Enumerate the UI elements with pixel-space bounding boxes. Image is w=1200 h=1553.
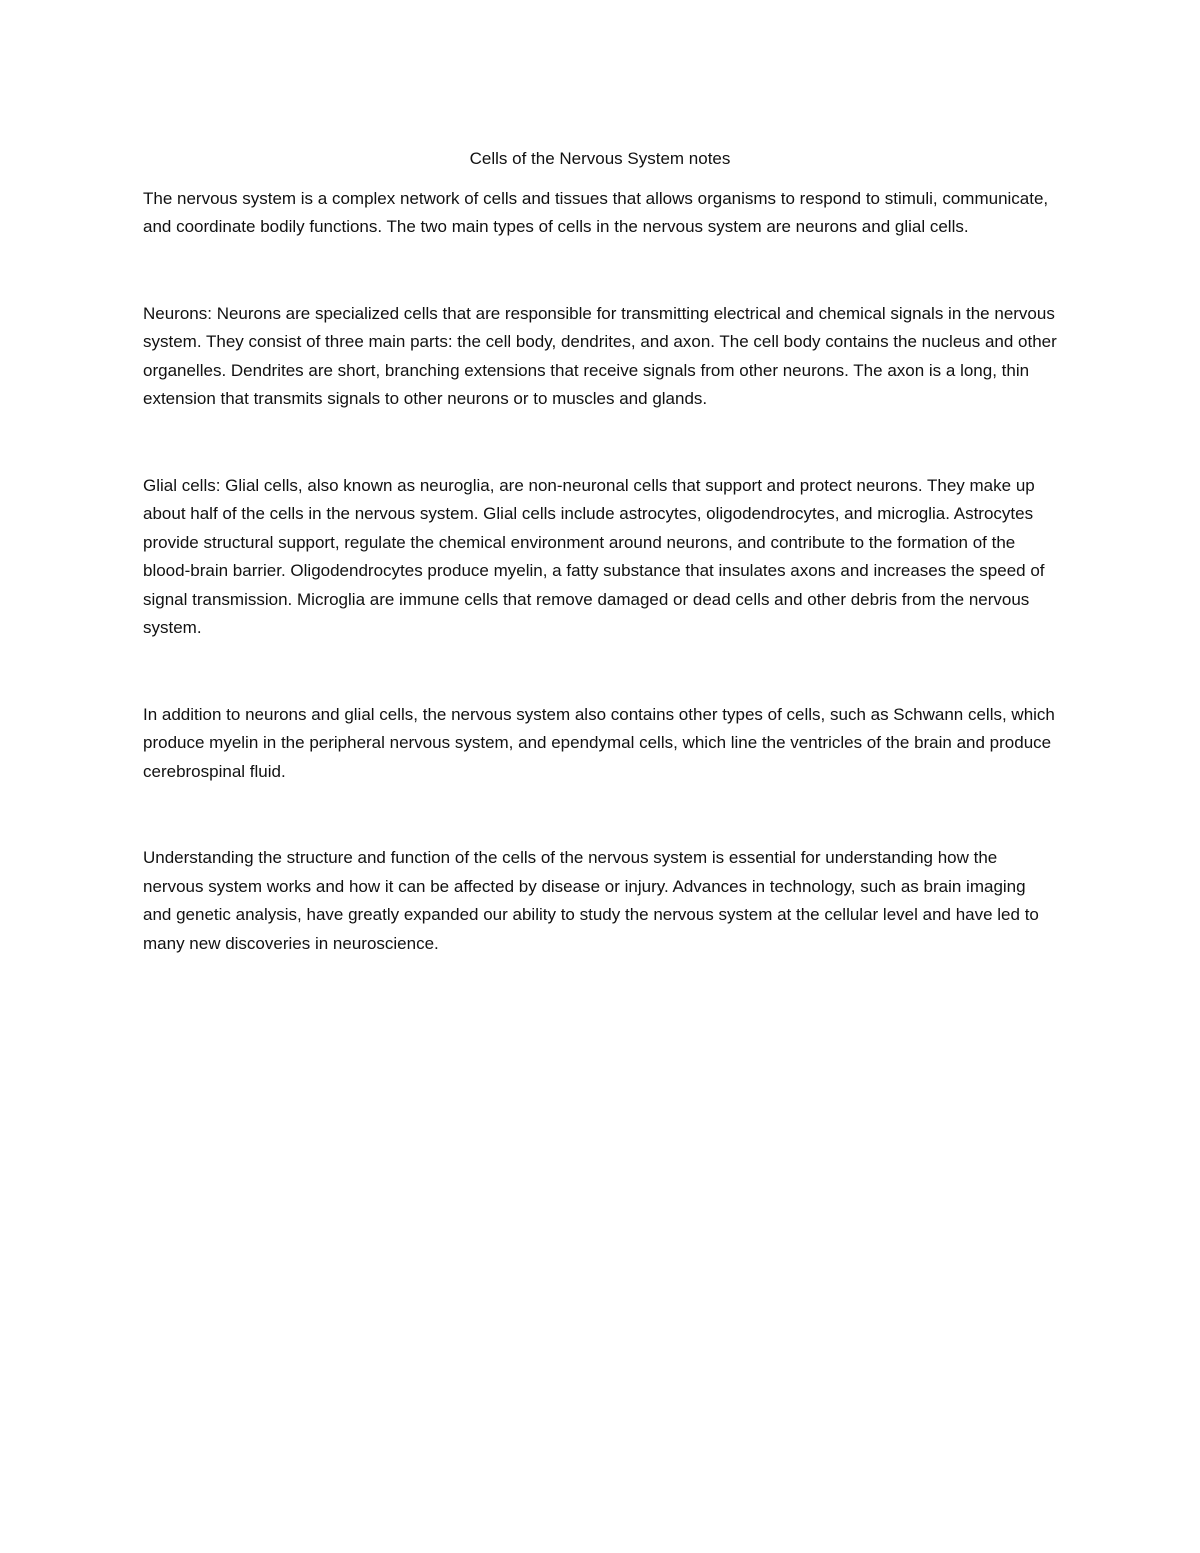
paragraph-neurons: Neurons: Neurons are specialized cells that are responsible for transmitting electrical and chemical signals in the nervous system. They consist of three main parts: the cell body, dendrites, and axon. The cell body contains the nucleus and other organelles. Dendrites are short, branching extensions that receive signals from other neurons. The axon is a long, thin extension that transmits signals to other neurons or to muscles and glands.	[143, 303, 1057, 408]
paragraph-glial-cells: Glial cells: Glial cells, also known as neuroglia, are non-neuronal cells that support and protect neurons. They make up about half of the cells in the nervous system. Glial cells include astrocytes, oligodendrocytes, and microglia. Astrocytes provide structural support, regulate the chemical environment around neurons, and contribute to the formation of the blood-brain barrier. Oligodendrocytes produce myelin, a fatty substance that insulates axons and increases the speed of signal transmission. Microglia are immune cells that remove damaged or dead cells and other debris from the nervous system.	[143, 475, 1045, 637]
document-body	[143, 145, 1057, 1016]
paragraph-intro: The nervous system is a complex network of cells and tissues that allows organisms to respond to stimuli, communicate, and coordinate bodily functions. The two main types of cells in the nervous system are neurons and glial cells.	[143, 188, 1049, 236]
document-title: Cells of the Nervous System notes	[469, 149, 731, 168]
paragraph-conclusion: Understanding the structure and function of the cells of the nervous system is essential for understanding how the nervous system works and how it can be affected by disease or injury. Advances in technology, such as brain imaging and genetic analysis, have greatly expanded our ability to study the nervous system at the cellular level and have led to many new discoveries in neuroscience.	[143, 848, 1039, 953]
paragraph-other-cells: In addition to neurons and glial cells, the nervous system also contains other types of cells, such as Schwann cells, which produce myelin in the peripheral nervous system, and ependymal cells, which line the ventricles of the brain and produce cerebrospinal fluid.	[143, 704, 1055, 781]
